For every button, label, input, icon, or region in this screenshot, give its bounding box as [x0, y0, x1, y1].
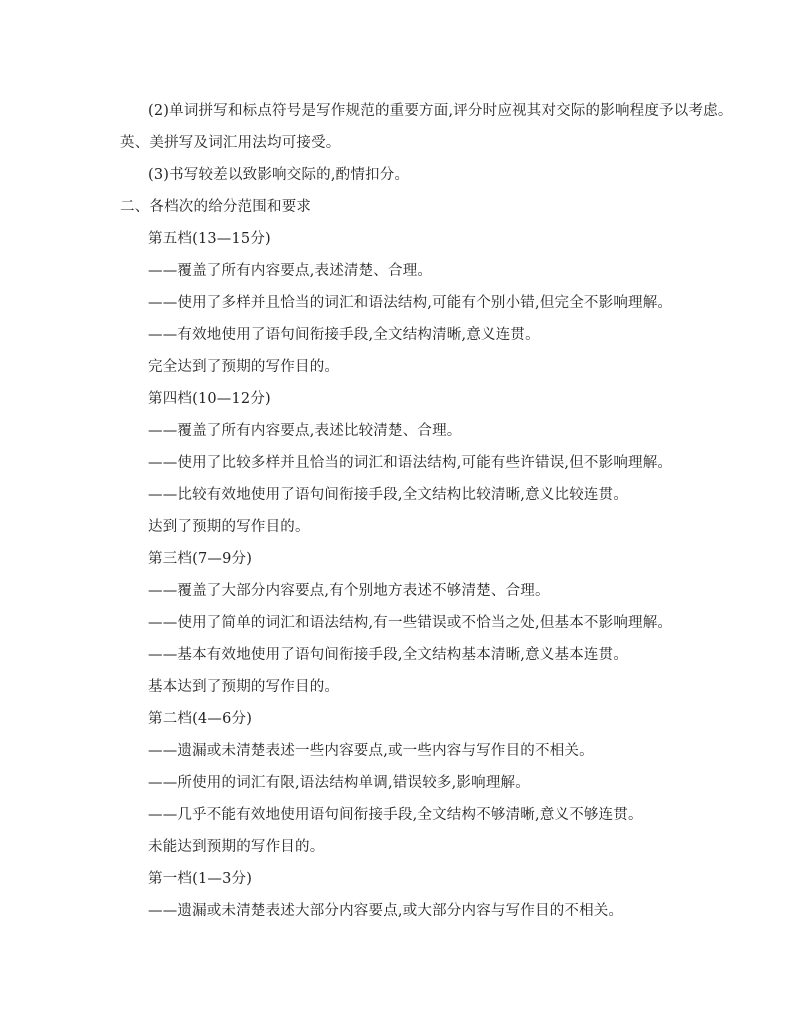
criterion-item: ——使用了多样并且恰当的词汇和语法结构,可能有个别小错,但完全不影响理解。 [148, 295, 673, 311]
criterion-item: ——覆盖了所有内容要点,表述清楚、合理。 [148, 263, 433, 279]
criterion-item: ——遗漏或未清楚表述大部分内容要点,或大部分内容与写作目的不相关。 [148, 903, 624, 919]
grade-heading: 第四档(10—12分) [148, 391, 271, 407]
criterion-item: ——几乎不能有效地使用语句间衔接手段,全文结构不够清晰,意义不够连贯。 [148, 807, 643, 823]
paragraph-line: 英、美拼写及词汇用法均可接受。 [120, 135, 341, 151]
criterion-item: ——所使用的词汇有限,语法结构单调,错误较多,影响理解。 [148, 775, 530, 791]
criterion-item: ——使用了比较多样并且恰当的词汇和语法结构,可能有些许错误,但不影响理解。 [148, 455, 673, 471]
grade-summary: 达到了预期的写作目的。 [148, 519, 310, 535]
section-heading: 二、各档次的给分范围和要求 [120, 199, 312, 215]
criterion-item: ——使用了简单的词汇和语法结构,有一些错误或不恰当之处,但基本不影响理解。 [148, 615, 673, 631]
criterion-item: ——覆盖了所有内容要点,表述比较清楚、合理。 [148, 423, 462, 439]
paragraph-line: (2)单词拼写和标点符号是写作规范的重要方面,评分时应视其对交际的影响程度予以考虑。 [148, 103, 733, 119]
grade-summary: 基本达到了预期的写作目的。 [148, 679, 340, 695]
grade-summary: 完全达到了预期的写作目的。 [148, 359, 340, 375]
grade-heading: 第三档(7—9分) [148, 551, 253, 567]
criterion-item: ——有效地使用了语句间衔接手段,全文结构清晰,意义连贯。 [148, 327, 540, 343]
criterion-item: ——遗漏或未清楚表述一些内容要点,或一些内容与写作目的不相关。 [148, 743, 594, 759]
paragraph-line: (3)书写较差以致影响交际的,酌情扣分。 [148, 167, 410, 183]
grade-heading: 第五档(13—15分) [148, 231, 271, 247]
criterion-item: ——比较有效地使用了语句间衔接手段,全文结构比较清晰,意义比较连贯。 [148, 487, 629, 503]
grade-heading: 第二档(4—6分) [148, 711, 253, 727]
criterion-item: ——基本有效地使用了语句间衔接手段,全文结构基本清晰,意义基本连贯。 [148, 647, 629, 663]
criterion-item: ——覆盖了大部分内容要点,有个别地方表述不够清楚、合理。 [148, 583, 550, 599]
grade-summary: 未能达到预期的写作目的。 [148, 839, 325, 855]
grade-heading: 第一档(1—3分) [148, 871, 253, 887]
